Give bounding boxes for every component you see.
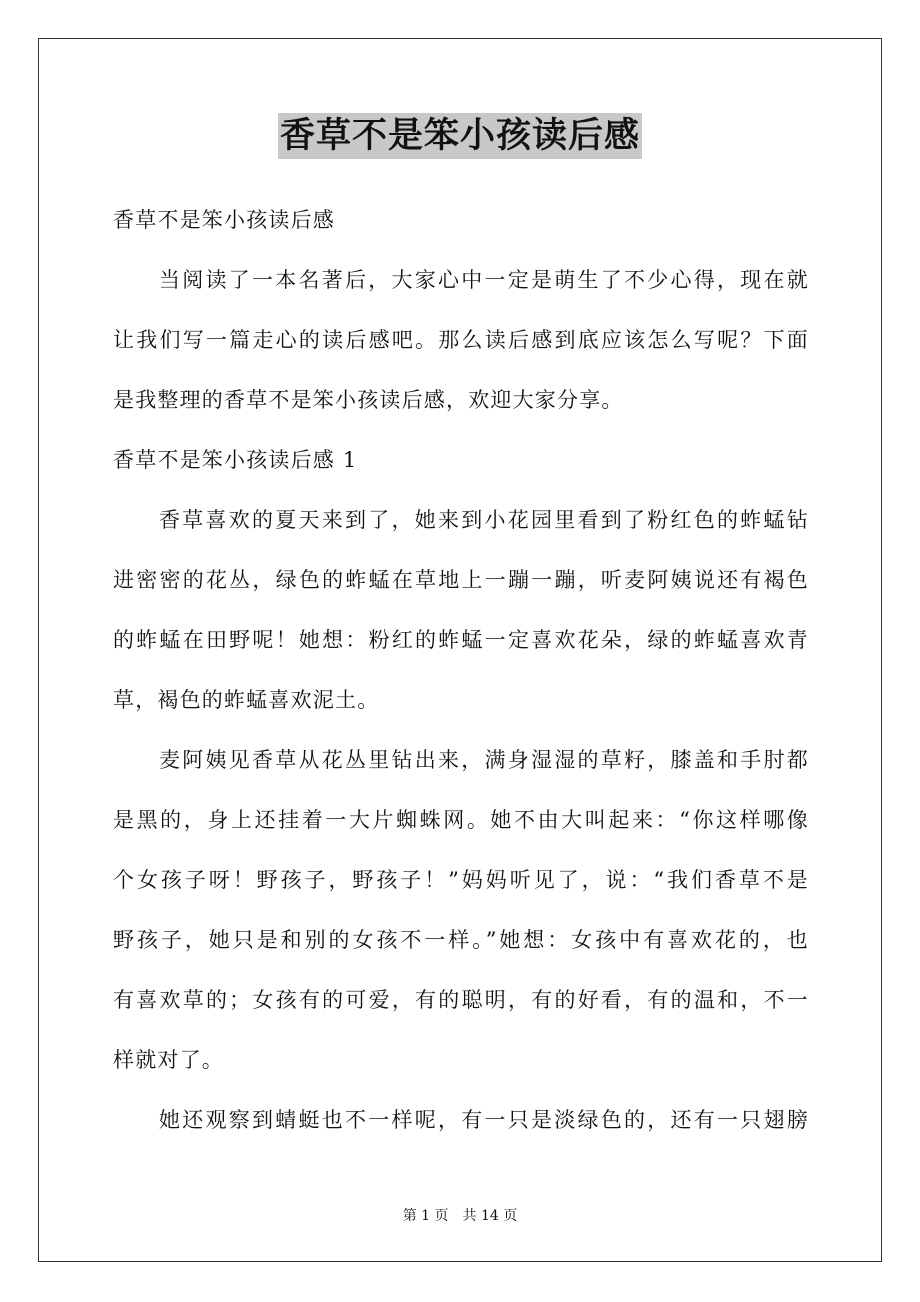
section-heading: 香草不是笨小孩读后感 1 xyxy=(113,448,358,472)
document-title: 香草不是笨小孩读后感 xyxy=(278,113,642,159)
page-total: 共 14 页 xyxy=(462,1208,518,1224)
paragraph-line: 是我整理的香草不是笨小孩读后感，欢迎大家分享。 xyxy=(113,388,624,412)
paragraph-line: 的蚱蜢在田野呢！她想：粉红的蚱蜢一定喜欢花朵，绿的蚱蜢喜欢青 xyxy=(113,628,809,652)
paragraph-line: 个女孩子呀！野孩子，野孩子！”妈妈听见了，说：“我们香草不是 xyxy=(113,868,809,892)
page-footer xyxy=(0,1206,920,1226)
paragraph-line: 草，褐色的蚱蜢喜欢泥土。 xyxy=(113,688,380,712)
paragraph-line: 野孩子，她只是和别的女孩不一样。”她想：女孩中有喜欢花的，也 xyxy=(113,928,809,952)
paragraph-line: 进密密的花丛，绿色的蚱蜢在草地上一蹦一蹦，听麦阿姨说还有褐色 xyxy=(113,568,809,592)
paragraph-line: 是黑的，身上还挂着一大片蜘蛛网。她不由大叫起来：“你这样哪像 xyxy=(113,808,809,832)
paragraph-line: 有喜欢草的；女孩有的可爱，有的聪明，有的好看，有的温和，不一 xyxy=(113,988,809,1012)
paragraph-line: 当阅读了一本名著后，大家心中一定是萌生了不少心得，现在就 xyxy=(159,268,809,292)
paragraph-line: 让我们写一篇走心的读后感吧。那么读后感到底应该怎么写呢？下面 xyxy=(113,328,809,352)
document-body xyxy=(113,190,809,1150)
page-number: 第 1 页 xyxy=(402,1208,449,1224)
paragraph-line: 样就对了。 xyxy=(113,1048,224,1072)
title-container xyxy=(0,113,920,159)
paragraph-line: 麦阿姨见香草从花丛里钻出来，满身湿湿的草籽，膝盖和手肘都 xyxy=(159,748,809,772)
subtitle-line: 香草不是笨小孩读后感 xyxy=(113,208,335,232)
paragraph-line: 香草喜欢的夏天来到了，她来到小花园里看到了粉红色的蚱蜢钻 xyxy=(159,508,809,532)
paragraph-line: 她还观察到蜻蜓也不一样呢，有一只是淡绿色的，还有一只翅膀 xyxy=(159,1108,809,1132)
